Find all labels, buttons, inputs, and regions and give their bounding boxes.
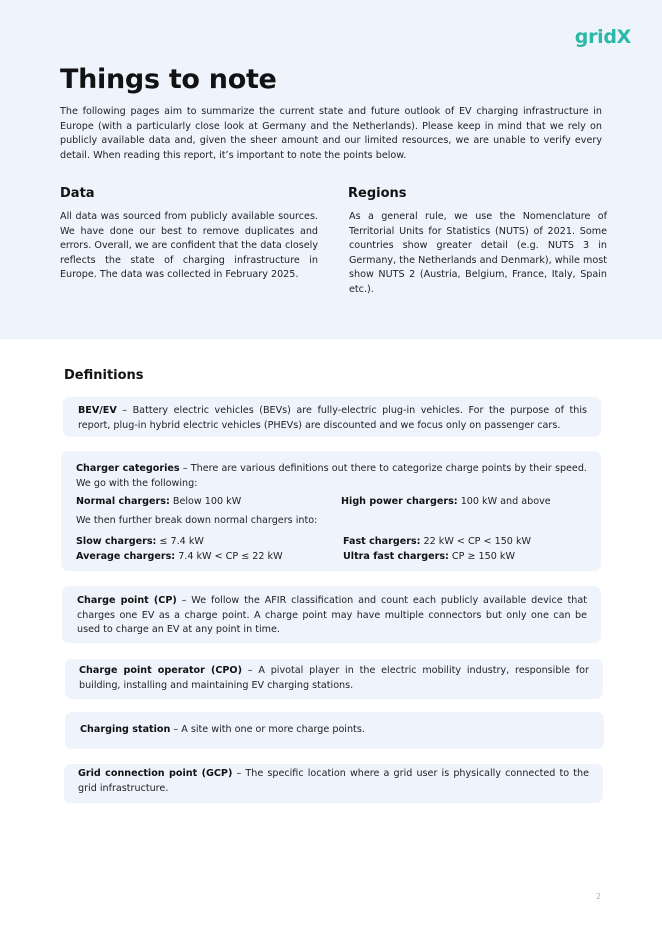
- definition-body: – We follow the AFIR classification and count each publicly available device that charges one EV as a charge point. A charge point may have multiple connectors but only one can be used to charge an EV at any point in time.: [77, 595, 587, 636]
- data-heading: Data: [60, 186, 95, 201]
- definition-station-text: [80, 723, 590, 738]
- definition-body: – A site with one or more charge points.: [170, 724, 365, 735]
- definition-card-charger-categories: [61, 451, 601, 571]
- regions-paragraph: As a general rule, we use the Nomenclature of Territorial Units for Statistics (NUTS) of 2021. Some countries show greater detail (e.g. NUTS 3 in Germany, the Netherlands and Denmark), while most show NUTS 2 (Austria, Belgium, France, Italy, Spain etc.).: [349, 211, 607, 295]
- definition-body: – A pivotal player in the electric mobility industry, responsible for building, installing and maintaining EV charging stations.: [79, 665, 589, 691]
- definition-cpo-text: [79, 664, 589, 693]
- definition-card-gcp: [64, 764, 603, 803]
- definition-term: Charge point (CP): [77, 595, 177, 606]
- high-power-chargers-item: High power chargers: 100 kW and above: [341, 496, 551, 508]
- intro-paragraph: The following pages aim to summarize the current state and future outlook of EV charging infrastructure in Europe (with a particularly close look at Germany and the Netherlands). Please keep in mind that we rely on publicly available data and, given the sheer amount and our limited resources, we are unable to verify every detail. When reading this report, it’s important to note the points below.: [60, 106, 602, 161]
- definition-card-charging-station: [65, 712, 604, 749]
- gridx-logo: gridX: [574, 26, 631, 48]
- definition-term: Grid connection point (GCP): [78, 768, 233, 779]
- definition-body: – The specific location where a grid user is physically connected to the grid infrastructure.: [78, 768, 590, 794]
- definition-card-charge-point: [62, 586, 601, 643]
- charger-sub-categories: [76, 535, 587, 564]
- breakdown-text: We then further break down normal chargers into:: [76, 514, 318, 526]
- regions-heading: Regions: [348, 186, 407, 201]
- definition-term: BEV/EV: [78, 405, 117, 416]
- definition-body: – There are various definitions out there to categorize charge points by their speed. We go with the following:: [76, 463, 587, 489]
- definition-body: – Battery electric vehicles (BEVs) are fully-electric plug-in vehicles. For the purpose of this report, plug-in hybrid electric vehicles (PHEVs) are discounted and we focus only on passenger cars.: [78, 405, 587, 431]
- definition-card-bev: [63, 397, 601, 437]
- definition-bev-text: [78, 404, 587, 433]
- definitions-heading: Definitions: [64, 368, 144, 383]
- fast-chargers-item: Fast chargers: 22 kW < CP < 150 kW: [343, 536, 531, 548]
- average-chargers-item: Average chargers: 7.4 kW < CP ≤ 22 kW: [76, 550, 283, 562]
- definition-term: Charger categories: [76, 463, 180, 474]
- page-number: 2: [595, 892, 601, 901]
- definition-term: Charging station: [80, 724, 171, 735]
- normal-chargers-item: Normal chargers: Below 100 kW: [76, 496, 242, 508]
- slow-chargers-item: Slow chargers: ≤ 7.4 kW: [76, 536, 204, 548]
- charger-main-categories: [76, 495, 587, 510]
- ultra-fast-chargers-item: Ultra fast chargers: CP ≥ 150 kW: [343, 550, 515, 562]
- definition-gcp-text: [78, 767, 589, 796]
- definition-charger-categories-text: [76, 462, 587, 491]
- page-title: Things to note: [60, 64, 277, 95]
- data-paragraph: All data was sourced from publicly available sources. We have done our best to remove duplicates and errors. Overall, we are confident that the data closely reflects the state of charging infrastructure in Europe. The data was collected in February 2025.: [60, 211, 318, 281]
- definition-card-cpo: [65, 659, 603, 699]
- definition-term: Charge point operator (CPO): [79, 665, 242, 676]
- definition-charge-point-text: [77, 594, 587, 638]
